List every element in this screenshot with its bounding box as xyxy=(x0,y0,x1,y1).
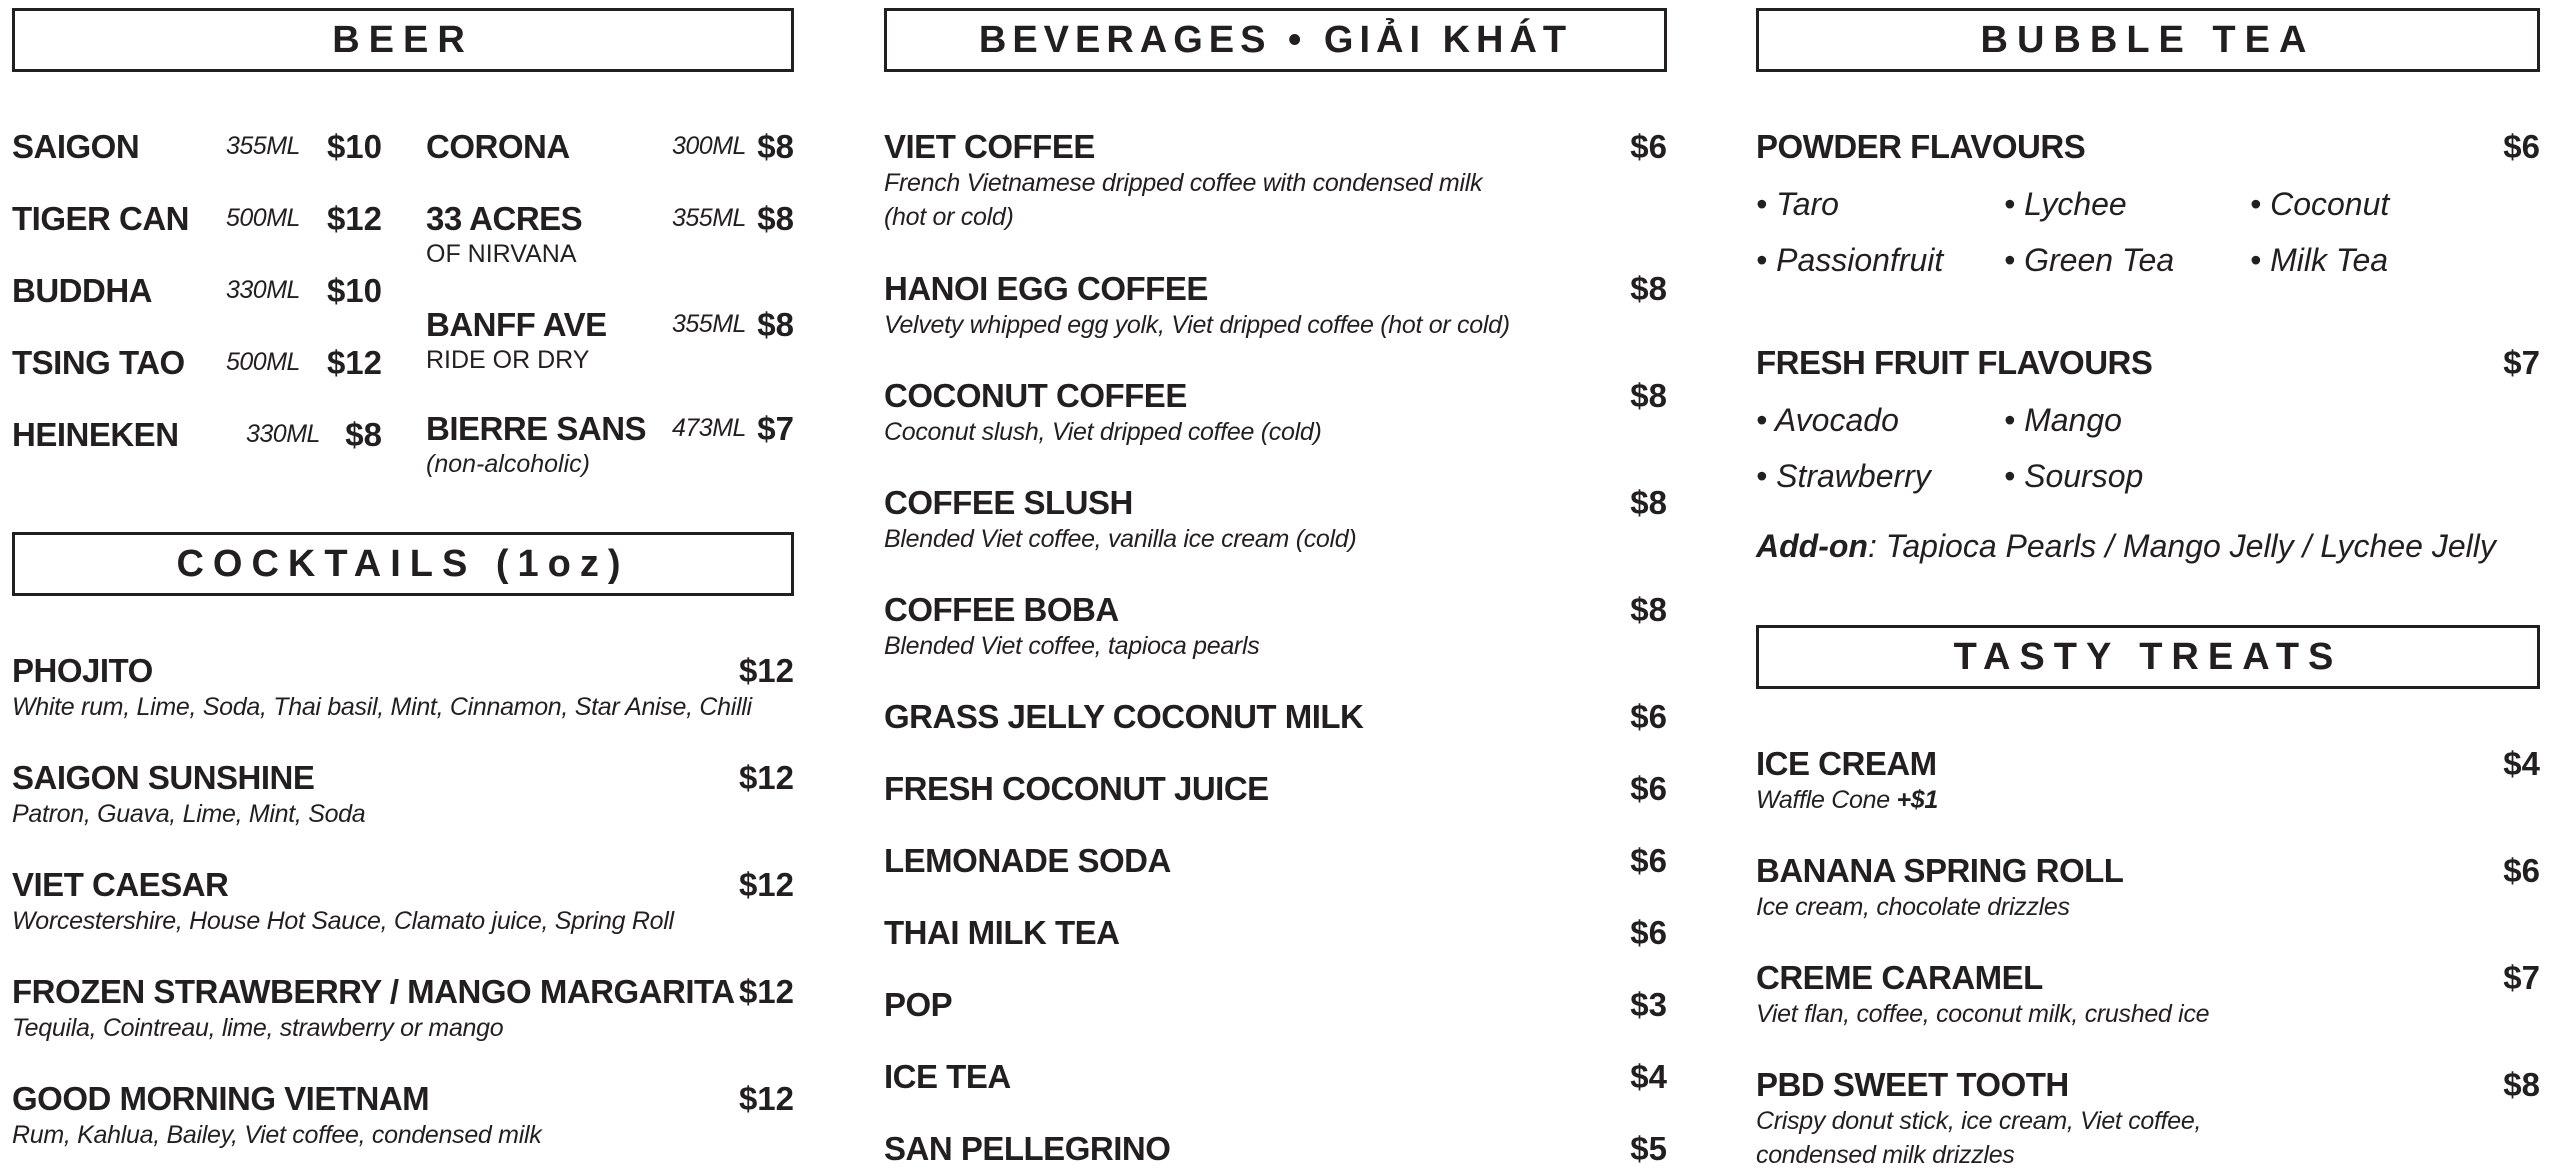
beverage-name: HANOI EGG COFFEE xyxy=(884,270,1208,307)
beverage-name: GRASS JELLY COCONUT MILK xyxy=(884,698,1364,735)
beer-price: $10 xyxy=(326,272,382,309)
beverage-price: $3 xyxy=(1630,986,1667,1023)
beer-name: SAIGON xyxy=(12,128,140,165)
beer-price: $7 xyxy=(757,410,794,447)
cocktail-item xyxy=(12,759,794,831)
cocktail-price: $12 xyxy=(738,652,794,689)
beer-item xyxy=(426,128,794,166)
cocktail-desc: Worcestershire, House Hot Sauce, Clamato juice, Spring Roll xyxy=(12,907,674,935)
cocktail-price: $12 xyxy=(738,759,794,796)
beer-name: BIERRE SANS xyxy=(426,410,647,447)
cocktail-price: $12 xyxy=(738,866,794,903)
treat-desc: Viet flan, coffee, coconut milk, crushed ice xyxy=(1756,1000,2210,1028)
beverage-desc: Coconut slush, Viet dripped coffee (cold) xyxy=(884,418,1322,446)
beverage-item xyxy=(884,128,1667,234)
beverage-item xyxy=(884,770,1667,808)
powder-flavours xyxy=(1756,128,2540,166)
beverage-item xyxy=(884,484,1667,556)
beer-name: HEINEKEN xyxy=(12,416,179,453)
treat-name: ICE CREAM xyxy=(1756,745,1937,782)
beer-name: TSING TAO xyxy=(12,344,185,381)
flavour-item: • Taro xyxy=(1756,186,1839,222)
cocktail-item xyxy=(12,652,794,724)
cocktail-name: VIET CAESAR xyxy=(12,866,229,903)
beverage-price: $8 xyxy=(1630,270,1667,307)
treat-price: $8 xyxy=(2503,1066,2540,1103)
beverage-price: $6 xyxy=(1630,128,1667,165)
beverage-name: COFFEE BOBA xyxy=(884,591,1119,628)
beverage-price: $6 xyxy=(1630,842,1667,879)
flavour-item: • Lychee xyxy=(2004,186,2127,222)
treat-item xyxy=(1756,959,2540,1031)
beverage-price: $8 xyxy=(1630,591,1667,628)
powder-title: POWDER FLAVOURS xyxy=(1756,128,2086,165)
beverage-desc-line2: (hot or cold) xyxy=(884,203,1014,231)
beverage-name: SAN PELLEGRINO xyxy=(884,1130,1171,1167)
treat-desc-line2: condensed milk drizzles xyxy=(1756,1141,2015,1169)
beer-size: 500ML xyxy=(226,204,300,232)
cocktail-name: PHOJITO xyxy=(12,652,153,689)
powder-price: $6 xyxy=(2503,128,2540,165)
flavour-item: • Mango xyxy=(2004,402,2122,438)
treat-price: $6 xyxy=(2503,852,2540,889)
treat-item xyxy=(1756,745,2540,817)
beverage-name: COCONUT COFFEE xyxy=(884,377,1187,414)
beverage-name: FRESH COCONUT JUICE xyxy=(884,770,1269,807)
flavour-item: • Strawberry xyxy=(1756,458,1931,494)
beverage-price: $8 xyxy=(1630,484,1667,521)
bubble-tea-header: BUBBLE TEA xyxy=(1756,8,2540,72)
beverage-item xyxy=(884,914,1667,952)
beer-name: BANFF AVE xyxy=(426,306,607,343)
beverage-name: POP xyxy=(884,986,953,1023)
beverage-item xyxy=(884,270,1667,342)
beer-size: 355ML xyxy=(672,310,746,338)
beer-size: 473ML xyxy=(672,414,746,442)
beer-name: BUDDHA xyxy=(12,272,152,309)
beer-subtitle: OF NIRVANA xyxy=(426,240,577,268)
beer-price: $8 xyxy=(757,128,794,165)
flavour-item: • Green Tea xyxy=(2004,242,2175,278)
beer-name: CORONA xyxy=(426,128,570,165)
cocktail-desc: Tequila, Cointreau, lime, strawberry or mango xyxy=(12,1014,504,1042)
flavour-item: • Coconut xyxy=(2250,186,2390,222)
beverage-name: LEMONADE SODA xyxy=(884,842,1171,879)
cocktail-price: $12 xyxy=(738,1080,794,1117)
beverage-item xyxy=(884,591,1667,663)
addon-label: Add-on xyxy=(1756,528,1868,564)
cocktail-desc: Rum, Kahlua, Bailey, Viet coffee, condensed milk xyxy=(12,1121,542,1149)
treat-desc: Waffle Cone +$1 xyxy=(1756,786,1938,814)
beverage-item xyxy=(884,1058,1667,1096)
cocktail-item xyxy=(12,866,794,938)
beer-item xyxy=(12,200,382,238)
treat-price: $4 xyxy=(2503,745,2540,782)
treat-name: CREME CARAMEL xyxy=(1756,959,2043,996)
treat-desc: Crispy donut stick, ice cream, Viet coffee, xyxy=(1756,1107,2202,1135)
beer-item xyxy=(12,344,382,382)
addon-text: : Tapioca Pearls / Mango Jelly / Lychee Jelly xyxy=(1867,528,2496,564)
beer-size: 330ML xyxy=(226,276,300,304)
beverage-name: COFFEE SLUSH xyxy=(884,484,1133,521)
flavour-item: • Soursop xyxy=(2004,458,2144,494)
beer-subtitle: (non-alcoholic) xyxy=(426,450,590,478)
beverage-name: ICE TEA xyxy=(884,1058,1011,1095)
flavour-item: • Avocado xyxy=(1756,402,1899,438)
cocktail-price: $12 xyxy=(738,973,794,1010)
beverage-price: $5 xyxy=(1630,1130,1667,1167)
beer-size: 355ML xyxy=(226,132,300,160)
beer-price: $10 xyxy=(326,128,382,165)
cocktail-name: FROZEN STRAWBERRY / MANGO MARGARITA xyxy=(12,973,735,1010)
beer-item xyxy=(12,416,382,454)
beverage-desc: Blended Viet coffee, tapioca pearls xyxy=(884,632,1260,660)
beverage-price: $4 xyxy=(1630,1058,1667,1095)
beer-item xyxy=(426,306,794,376)
beverage-desc: Blended Viet coffee, vanilla ice cream (cold) xyxy=(884,525,1357,553)
fresh-price: $7 xyxy=(2503,344,2540,381)
beer-name: TIGER CAN xyxy=(12,200,189,237)
beverage-item xyxy=(884,377,1667,449)
beer-price: $12 xyxy=(326,344,382,381)
beverage-desc: French Vietnamese dripped coffee with condensed milk xyxy=(884,169,1483,197)
treat-item xyxy=(1756,1066,2540,1172)
flavour-item: • Passionfruit xyxy=(1756,242,1944,278)
beer-name: 33 ACRES xyxy=(426,200,583,237)
beverage-item xyxy=(884,698,1667,736)
beer-price: $8 xyxy=(757,306,794,343)
beer-item xyxy=(12,128,382,166)
beverage-desc: Velvety whipped egg yolk, Viet dripped coffee (hot or cold) xyxy=(884,311,1510,339)
beer-price: $8 xyxy=(345,416,382,453)
treat-name: PBD SWEET TOOTH xyxy=(1756,1066,2069,1103)
beverage-price: $6 xyxy=(1630,914,1667,951)
cocktail-name: SAIGON SUNSHINE xyxy=(12,759,315,796)
beer-size: 330ML xyxy=(246,420,320,448)
beverage-item xyxy=(884,1130,1667,1168)
beer-item xyxy=(426,200,794,270)
cocktail-item xyxy=(12,1080,794,1152)
beverage-name: THAI MILK TEA xyxy=(884,914,1120,951)
cocktails-header: COCKTAILS (1oz) xyxy=(12,532,794,596)
fresh-fruit-flavours xyxy=(1756,344,2540,382)
beer-price: $12 xyxy=(326,200,382,237)
cocktail-name: GOOD MORNING VIETNAM xyxy=(12,1080,430,1117)
beverage-item xyxy=(884,986,1667,1024)
beverage-price: $8 xyxy=(1630,377,1667,414)
beer-item xyxy=(426,410,794,480)
beer-size: 500ML xyxy=(226,348,300,376)
beer-subtitle: RIDE OR DRY xyxy=(426,346,590,374)
beverage-price: $6 xyxy=(1630,698,1667,735)
treat-name: BANANA SPRING ROLL xyxy=(1756,852,2124,889)
beer-size: 355ML xyxy=(672,204,746,232)
flavour-item: • Milk Tea xyxy=(2250,242,2389,278)
treat-desc: Ice cream, chocolate drizzles xyxy=(1756,893,2070,921)
treat-price: $7 xyxy=(2503,959,2540,996)
fresh-title: FRESH FRUIT FLAVOURS xyxy=(1756,344,2153,381)
beverage-item xyxy=(884,842,1667,880)
beer-item xyxy=(12,272,382,310)
treats-header: TASTY TREATS xyxy=(1756,625,2540,689)
beverage-name: VIET COFFEE xyxy=(884,128,1095,165)
cocktail-item xyxy=(12,973,794,1045)
beverage-price: $6 xyxy=(1630,770,1667,807)
beer-price: $8 xyxy=(757,200,794,237)
beer-size: 300ML xyxy=(672,132,746,160)
treat-item xyxy=(1756,852,2540,924)
beer-header: BEER xyxy=(12,8,794,72)
cocktail-desc: Patron, Guava, Lime, Mint, Soda xyxy=(12,800,366,828)
beverages-header: BEVERAGES • GIẢI KHÁT xyxy=(884,8,1667,72)
cocktail-desc: White rum, Lime, Soda, Thai basil, Mint, Cinnamon, Star Anise, Chilli xyxy=(12,693,752,721)
addon-line xyxy=(1756,528,2496,565)
